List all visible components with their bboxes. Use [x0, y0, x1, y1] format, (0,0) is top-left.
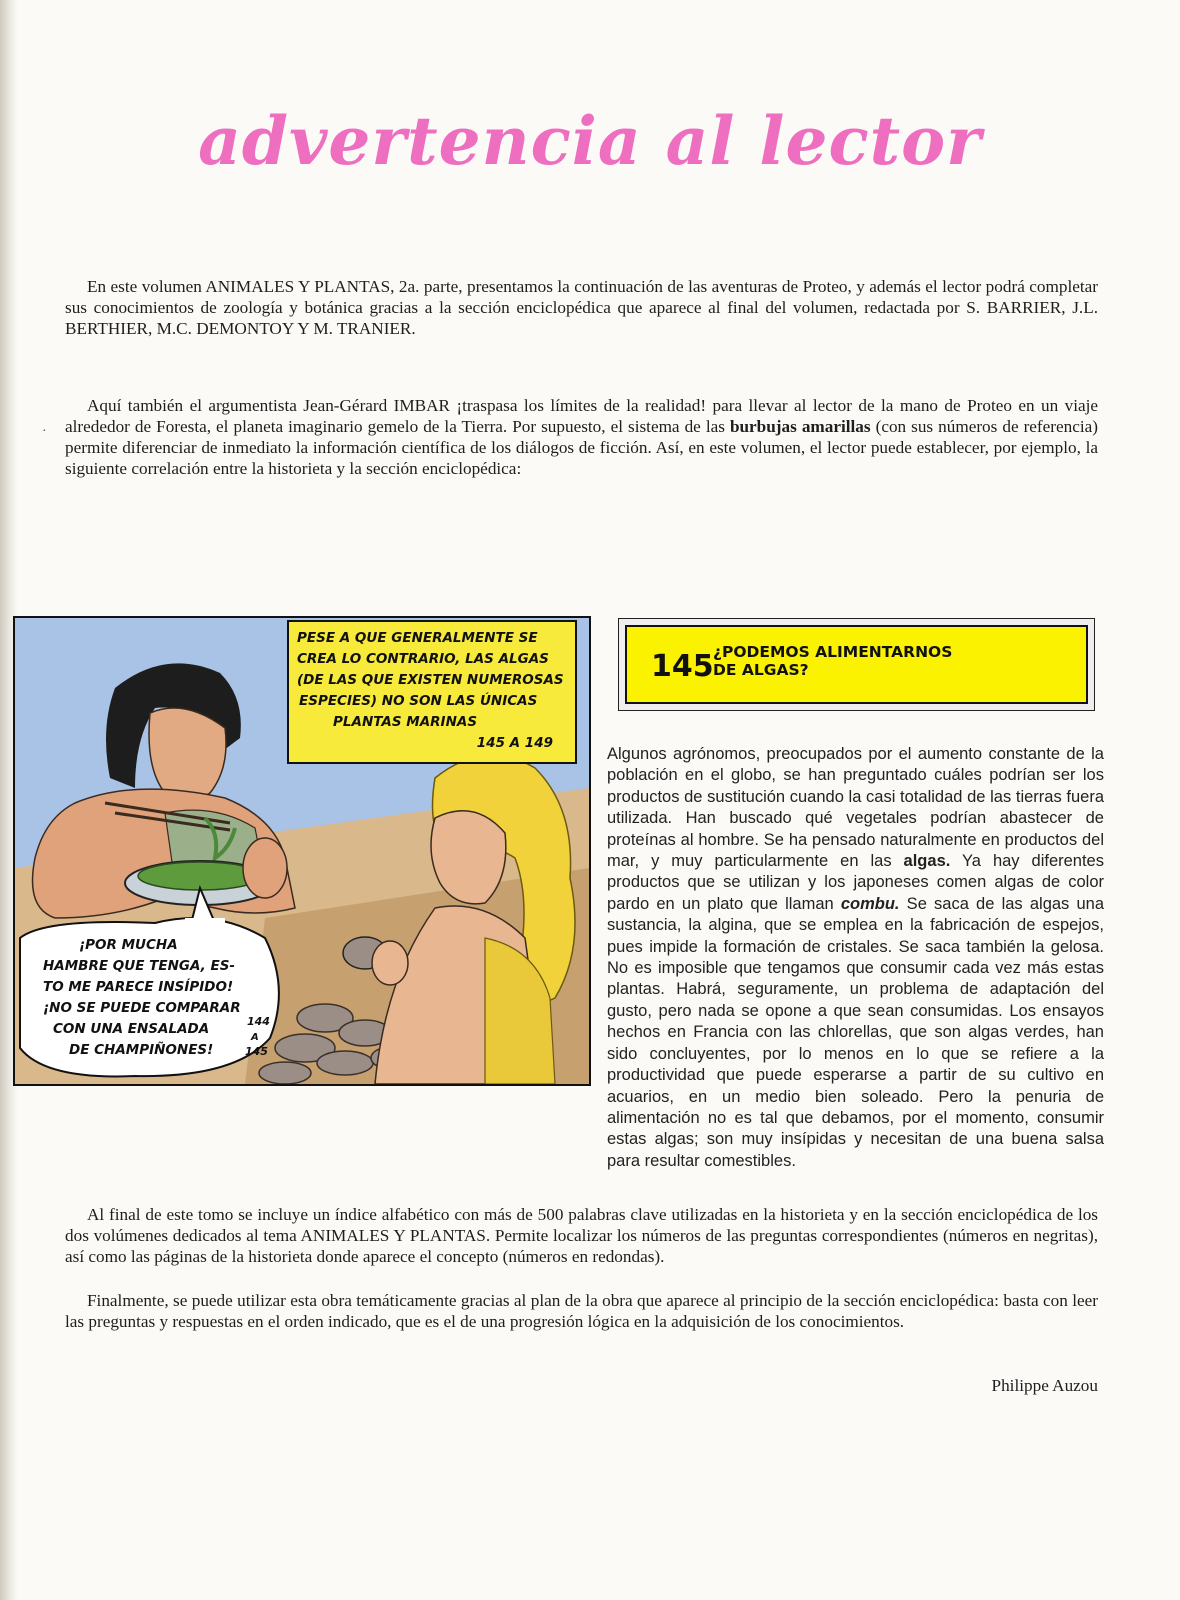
comic-panel — [13, 616, 591, 1086]
author-signature: Philippe Auzou — [991, 1376, 1098, 1395]
bubble-line: ¡NO SE PUEDE COMPARAR — [43, 1000, 241, 1016]
question-box — [618, 618, 1095, 711]
page-title: advertencia al lector — [198, 102, 982, 180]
comic-caption-box — [287, 620, 577, 764]
closing-paragraph-2-text: Finalmente, se puede utilizar esta obra temáticamente gracias al plan de la obra que aparece al principio de la sección enciclopédica: basta con leer las preguntas y respuestas en el orden indicado, que es el de una progresión lógica en la adquisición de los conocimientos. — [65, 1291, 1098, 1331]
bubble-ref-144: 144 — [247, 1015, 270, 1028]
answer-part-2: Ya hay diferentes productos que se utilizan y los japoneses comen algas de color pardo en un plato que llaman — [607, 852, 1104, 913]
answer-italic-combu: combu. — [840, 894, 900, 913]
question-title-line-2: DE ALGAS? — [713, 661, 809, 679]
intro-paragraph-2-text: Aquí también el argumentista Jean-Gérard IMBAR ¡traspasa los límites de la realidad! para llevar al lector de la mano de Proteo en un viaje alrededor de Foresta, el planeta imaginario gemelo de la Tierra. Por supuesto, el sistema de las — [65, 396, 1098, 436]
question-number: 145 — [651, 649, 714, 684]
answer-bold-algas: algas. — [903, 852, 951, 871]
intro-paragraph-2-text-end: (con sus números de referencia) permite diferenciar de inmediato la información científica de los diálogos de ficción. Así, en este volumen, el lector puede establecer, por ejemplo, la siguiente correlación entre la historieta y la sección enciclopédica: — [65, 417, 1098, 478]
bubble-ref-145: 145 — [245, 1045, 268, 1058]
bubble-line: TO ME PARECE INSÍPIDO! — [43, 979, 234, 995]
caption-line: PLANTAS MARINAS — [333, 714, 478, 730]
question-title-line-1: ¿PODEMOS ALIMENTARNOS — [713, 643, 953, 661]
bubble-ref-a: A — [251, 1032, 259, 1043]
caption-line: PESE A QUE GENERALMENTE SE — [297, 630, 538, 646]
intro-paragraph-1-text: En este volumen ANIMALES Y PLANTAS, 2a. parte, presentamos la continuación de las aventuras de Proteo, y además el lector podrá completar sus conocimientos de zoología y botánica gracias a la sección enciclopédica que aparece al final del volumen, redactada por S. BARRIER, J.L. BERTHIER, M.C. DEMONTOY Y M. TRANIER. — [65, 277, 1098, 338]
question-title — [713, 643, 1043, 679]
intro-paragraph-2-bold: burbujas amarillas — [729, 417, 871, 436]
bubble-line: CON UNA ENSALADA — [53, 1021, 210, 1037]
answer-text — [607, 744, 1104, 1172]
caption-reference: 145 A 149 — [476, 735, 553, 751]
bubble-line: ¡POR MUCHA — [79, 937, 178, 953]
caption-line: (DE LAS QUE EXISTEN NUMEROSAS — [297, 672, 564, 688]
answer-part-1: Algunos agrónomos, preocupados por el aumento constante de la población en el globo, se han preguntado cuáles podrían ser los productos de sustitución cuando la casi totalidad de las tierras fuera utilizada. Han buscado qué vegetales podrían abastecer de proteínas al hombre. Se ha pensado naturalmente en productos del mar, y muy particularmente en las — [607, 745, 1104, 871]
caption-line: CREA LO CONTRARIO, LAS ALGAS — [297, 651, 549, 667]
intro-paragraph-1 — [65, 276, 1098, 339]
answer-part-3: Se saca de las algas una sustancia, la algina, que se emplea en la fabricación de espejos, pues impide la formación de cristales. Se saca también la gelosa. No es imposible que tengamos que consumir cada vez más estas plantas. Habrá, seguramente, un problema de adaptación del gusto, pero nada se opone a que sean consumidas. Los ensayos hechos en Francia con las chlorellas, que son algas verdes, han sido concluyentes, por lo menos en lo que se refiere a la productividad que puede esperarse a partir de su cultivo en acuarios, en un medio bien soleado. Pero la penuria de alimentación no es tal que debamos, por el momento, consumir estas algas; son muy insípidas y necesitan de una buena salsa para resultar comestibles. — [607, 894, 1104, 1170]
bubble-line: DE CHAMPIÑONES! — [69, 1042, 214, 1058]
closing-paragraph-2 — [65, 1290, 1098, 1332]
closing-paragraph-1 — [65, 1204, 1098, 1267]
speech-bubble — [29, 935, 279, 1075]
question-box-yellow — [625, 625, 1088, 704]
closing-paragraph-1-text: Al final de este tomo se incluye un índice alfabético con más de 500 palabras clave utilizadas en la historieta y en la sección enciclopédica de los dos volúmenes dedicados al tema ANIMALES Y PLANTAS. Permite localizar los números de las preguntas correspondientes (números en negritas), así como las páginas de la historieta donde aparece el concepto (números en redondas). — [65, 1205, 1098, 1266]
bubble-line: HAMBRE QUE TENGA, ES- — [43, 958, 236, 974]
margin-mark: · — [42, 424, 47, 439]
caption-line: ESPECIES) NO SON LAS ÚNICAS — [299, 693, 538, 709]
intro-paragraph-2 — [65, 395, 1098, 479]
